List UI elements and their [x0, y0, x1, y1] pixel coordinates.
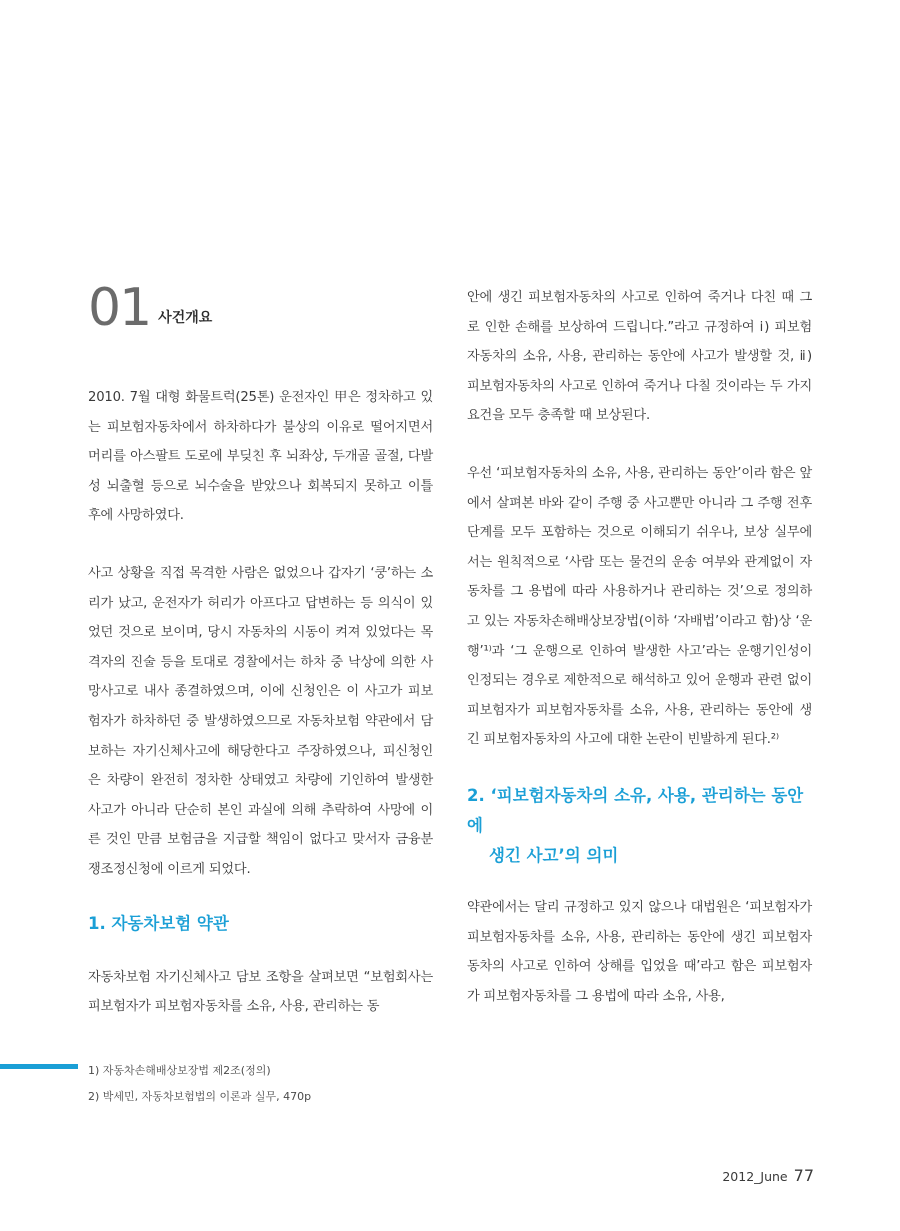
footnotes — [88, 1058, 311, 1110]
page-footer — [722, 1166, 814, 1185]
case-paragraph-2: 사고 상황을 직접 목격한 사람은 없었으나 갑자기 ‘쿵’하는 소리가 났고, 운전자가 허리가 아프다고 답변하는 등 의식이 있었던 것으로 보이며, 당시 자동차의 시동이 켜져 있었다는 목격자의 진술 등을 토대로 경찰에서는 하차 중 낙상에 의한 사망사고로 내사 종결하였으며, 이에 신청인은 이 사고가 피보험자가 하차하던 중 발생하였으므로 자동차보험 약관에서 담보하는 자기신체사고에 해당한다고 주장하였으나, 피신청인은 차량이 완전히 정차한 상태였고 차량에 기인하여 발생한 사고가 아니라 단순히 본인 과실에 의해 추락하여 사망에 이른 것인 만큼 보험금을 지급할 책임이 없다고 맞서자 금융분쟁조정신청에 이르게 되었다. — [88, 565, 433, 877]
section-heading — [88, 278, 433, 338]
subheading-1: 1. 자동차보험 약관 — [88, 913, 229, 933]
subheading-2-line-2: 생긴 사고’의 의미 — [489, 845, 619, 865]
left-column — [88, 278, 433, 1022]
section-number: 01 — [88, 278, 151, 338]
footnote-1: 1) 자동차손해배상보장법 제2조(정의) — [88, 1064, 271, 1077]
subheading-2 — [467, 781, 812, 871]
footnote-2: 2) 박세민, 자동차보험법의 이론과 실무, 470p — [88, 1090, 312, 1103]
case-paragraph-1: 2010. 7월 대형 화물트럭(25톤) 운전자인 甲은 정차하고 있는 피보험자동차에서 하차하다가 불상의 이유로 떨어지면서 머리를 아스팔트 도로에 부딪친 후 뇌좌상, 두개골 골절, 다발성 뇌출혈 등으로 뇌수술을 받았으나 회복되지 못하고 이틀 후에 사망하였다. — [88, 390, 433, 524]
right-column — [467, 283, 812, 1011]
right-paragraph-3: 약관에서는 달리 규정하고 있지 않으나 대법원은 ‘피보험자가 피보험자동차를 소유, 사용, 관리하는 동안에 생긴 피보험자동차의 사고로 인하여 상해를 입었을 때’라고 함은 피보험자가 피보험자동차를 그 용법에 따라 소유, 사용, — [467, 899, 812, 1004]
footnote-accent-bar — [0, 1064, 78, 1069]
page-number: 77 — [793, 1166, 814, 1185]
issue-label: 2012_June — [722, 1169, 788, 1184]
right-paragraph-2: 우선 ‘피보험자동차의 소유, 사용, 관리하는 동안’이라 함은 앞에서 살펴본 바와 같이 주행 중 사고뿐만 아니라 그 주행 전후 단계를 모두 포함하는 것으로 이해되기 쉬우나, 보상 실무에서는 원칙적으로 ‘사람 또는 물건의 운송 여부와 관계없이 자동차를 그 용법에 따라 사용하거나 관리하는 것’으로 정의하고 있는 자동차손해배상보장법(이하 ‘자배법’이라고 함)상 ‘운행’¹⁾과 ‘그 운행으로 인하여 발생한 사고’라는 운행기인성이 인정되는 경우로 제한적으로 해석하고 있어 운행과 관련 없이 피보험자가 피보험자동차를 소유, 사용, 관리하는 동안에 생긴 피보험자동차의 사고에 대한 논란이 빈발하게 된다.²⁾ — [467, 465, 812, 748]
section-title: 사건개요 — [158, 310, 213, 326]
case-paragraph-3: 자동차보험 자기신체사고 담보 조항을 살펴보면 “보험회사는 피보험자가 피보험자동차를 소유, 사용, 관리하는 동 — [88, 969, 433, 1015]
right-paragraph-1: 안에 생긴 피보험자동차의 사고로 인하여 죽거나 다친 때 그로 인한 손해를 보상하여 드립니다.”라고 규정하여 ⅰ) 피보험자동차의 소유, 사용, 관리하는 동안에 사고가 발생할 것, ⅱ) 피보험자동차의 사고로 인하여 죽거나 다칠 것이라는 두 가지 요건을 모두 충족할 때 보상된다. — [467, 290, 812, 424]
subheading-2-line-1: 2. ‘피보험자동차의 소유, 사용, 관리하는 동안에 — [467, 785, 804, 835]
